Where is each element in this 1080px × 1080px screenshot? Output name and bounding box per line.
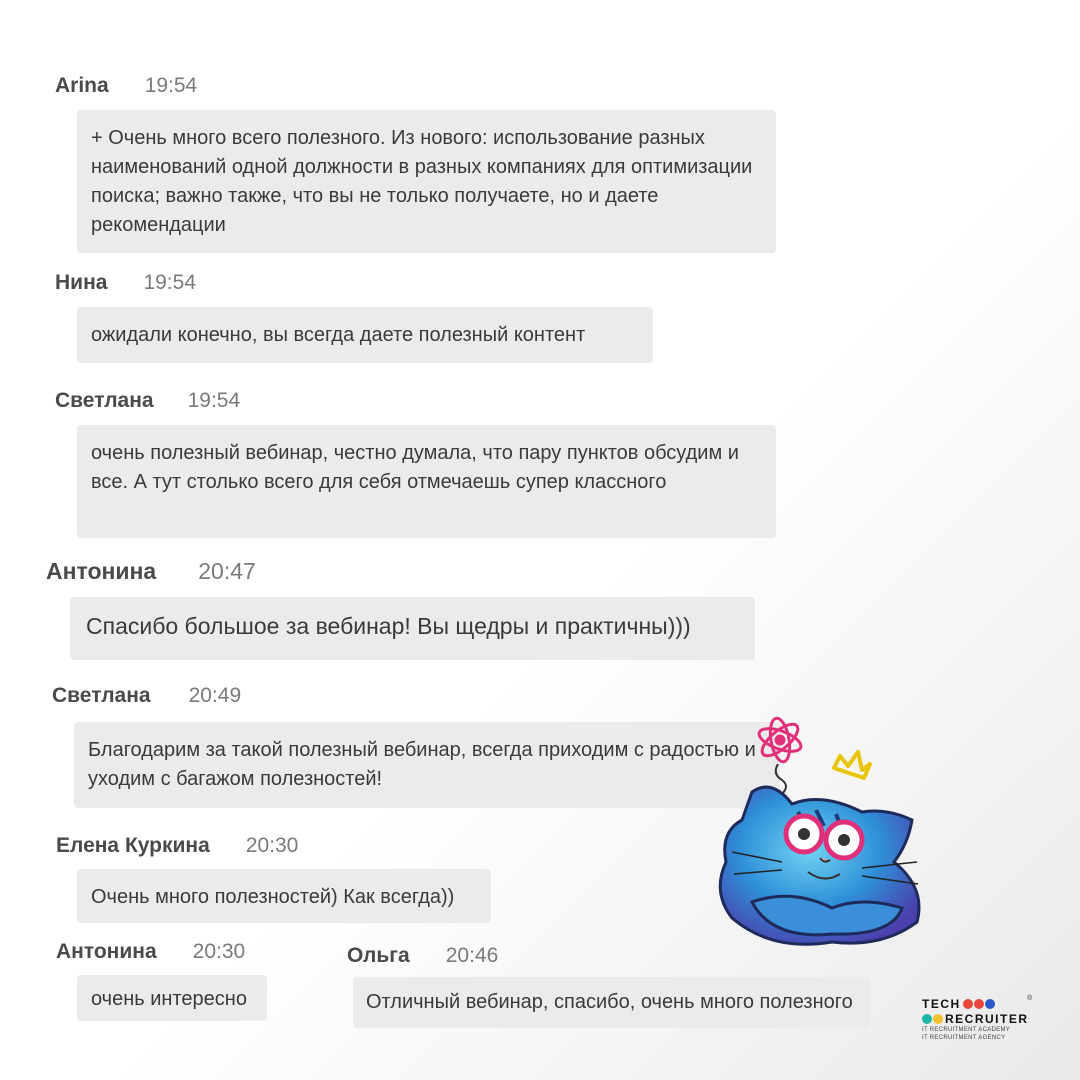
red-dot-icon [974,999,984,1009]
message-bubble [77,307,653,363]
message-text: Очень много полезностей) Как всегда)) [91,886,455,908]
message-time: 20:47 [198,558,256,584]
message-time: 20:30 [192,940,246,963]
author-name: Светлана [52,684,151,707]
message-text: очень полезный вебинар, честно думала, что пару пунктов обсудим и все. А тут столько всего для себя отмечаешь супер классного [91,442,739,493]
message-bubble [77,110,776,253]
cat-mascot-icon [712,712,938,958]
message-text: ожидали конечно, вы всегда даете полезный контент [91,324,586,346]
author-name: Нина [55,271,108,294]
author-name: Елена Куркина [56,834,210,857]
crown-icon [834,752,870,778]
message-time: 19:54 [144,74,198,97]
message-bubble [74,722,780,808]
message-text: Спасибо большое за вебинар! Вы щедры и практичны))) [86,613,691,639]
message-bubble [77,975,267,1021]
teal-dot-icon [922,1014,932,1024]
message-header [52,684,241,708]
message-header [46,558,256,585]
message-bubble [353,977,870,1028]
message-text: Благодарим за такой полезный вебинар, всегда приходим с радостью и уходим с багажом полезностей! [88,739,756,790]
message-time: 20:46 [445,944,499,967]
message-bubble [77,869,491,923]
message-header [56,834,298,858]
red-dot-icon [963,999,973,1009]
brand-word-top: TECH [922,997,961,1011]
brand-logo-top [922,997,1042,1011]
message-header [55,74,197,98]
brand-line-1: IT RECRUITMENT ACADEMY [922,1027,1011,1033]
message-bubble [77,425,776,538]
message-header [55,389,240,413]
atom-icon [756,717,804,763]
message-header [56,940,245,964]
message-time: 20:49 [188,684,242,707]
message-text: очень интересно [91,988,247,1010]
message-bubble [70,597,755,660]
message-time: 19:54 [143,271,197,294]
message-text: Отличный вебинар, спасибо, очень много полезного [366,991,853,1013]
brand-logo [922,997,1042,1042]
brand-logo-bottom [922,1012,1042,1026]
brand-line-2: IT RECRUITMENT AGENCY [922,1035,1006,1041]
message-header [55,271,196,295]
author-name: Антонина [56,940,157,963]
message-header [347,944,498,968]
blue-dot-icon [985,999,995,1009]
author-name: Ольга [347,944,410,967]
message-time: 20:30 [245,834,299,857]
message-text: + Очень много всего полезного. Из нового: использование разных наименований одной должности в разных компаниях для оптимизации поиска; важно также, что вы не только получаете, но и даете рекомендации [91,127,753,236]
author-name: Антонина [46,558,157,584]
registered-mark: ® [1027,995,1033,1002]
brand-word-bottom: RECRUITER [945,1012,1029,1026]
author-name: Arina [55,74,109,97]
message-time: 19:54 [187,389,241,412]
author-name: Светлана [55,389,154,412]
yellow-dot-icon [933,1014,943,1024]
